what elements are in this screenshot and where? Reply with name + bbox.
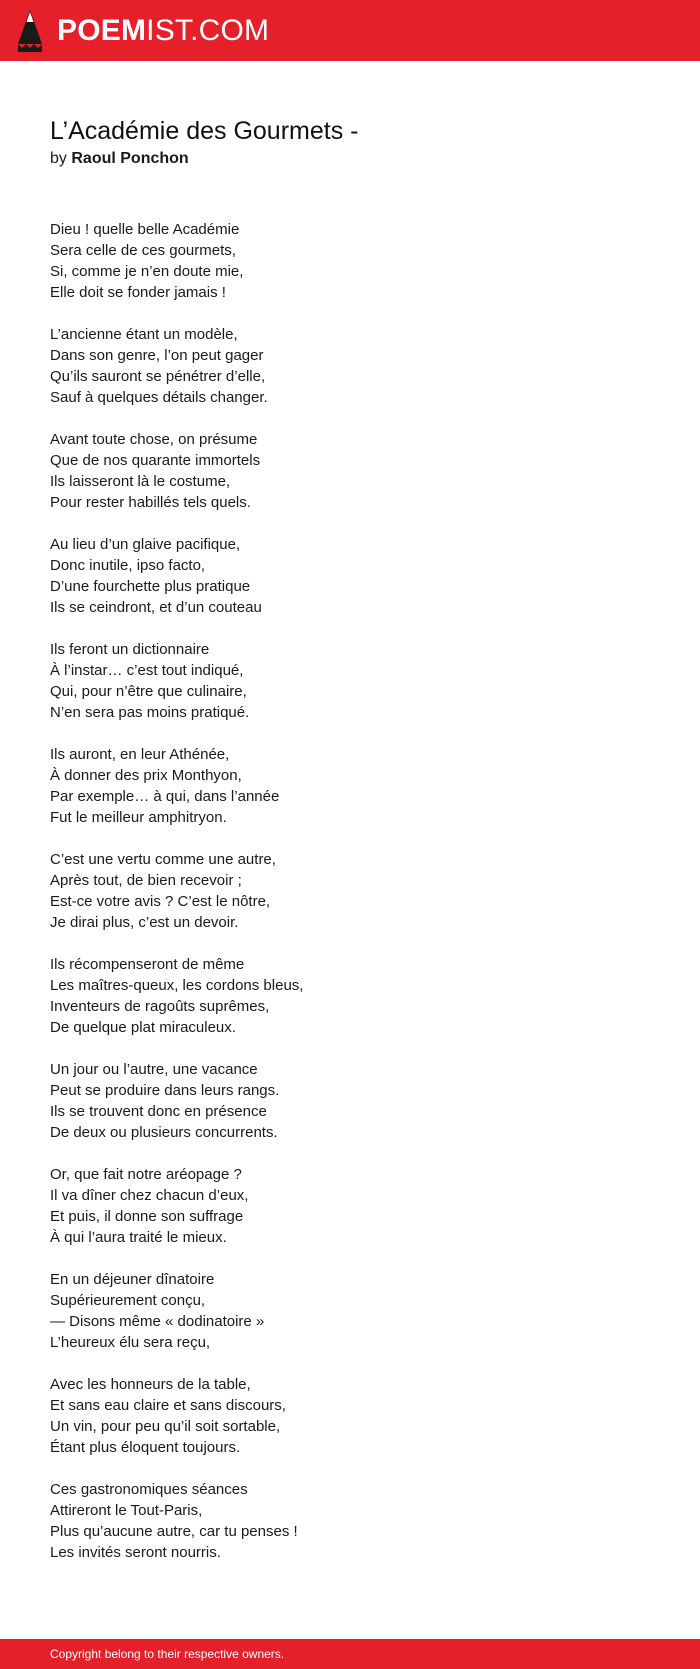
- poem-line: L’heureux élu sera reçu,: [50, 1334, 211, 1351]
- poem-line: Sauf à quelques détails changer.: [50, 389, 268, 406]
- poem-line: Supérieurement conçu,: [50, 1292, 206, 1309]
- poem-line: À donner des prix Monthyon,: [50, 767, 242, 784]
- stanza: [50, 639, 650, 723]
- poem-line: Donc inutile, ipso facto,: [50, 557, 206, 574]
- poem-line: En un déjeuner dînatoire: [50, 1271, 215, 1288]
- brand-light: IST.COM: [146, 14, 270, 47]
- poem-line: Les maîtres-queux, les cordons bleus,: [50, 977, 304, 994]
- stanza: [50, 954, 650, 1038]
- byline: [50, 149, 189, 169]
- poem-line: Si, comme je n’en doute mie,: [50, 263, 244, 280]
- poem-line: Peut se produire dans leurs rangs.: [50, 1082, 280, 1099]
- site-footer: [0, 1639, 700, 1669]
- site-header: [0, 0, 700, 61]
- stanza: [50, 1269, 650, 1353]
- stanza: [50, 324, 650, 408]
- poem-line: Est-ce votre avis ? C’est le nôtre,: [50, 893, 271, 910]
- brand-bold: POEM: [57, 14, 147, 47]
- site-logo[interactable]: [18, 10, 269, 52]
- poem-line: L’ancienne étant un modèle,: [50, 326, 238, 343]
- poem-line: Que de nos quarante immortels: [50, 452, 261, 469]
- poem-line: D’une fourchette plus pratique: [50, 578, 251, 595]
- poem-line: À l’instar… c’est tout indiqué,: [50, 662, 244, 679]
- poem-line: Étant plus éloquent toujours.: [50, 1439, 241, 1456]
- poem-line: Ils feront un dictionnaire: [50, 641, 210, 658]
- poem-line: De quelque plat miraculeux.: [50, 1019, 236, 1036]
- stanza: [50, 1164, 650, 1248]
- poem-line: Je dirai plus, c’est un devoir.: [50, 914, 239, 931]
- pencil-icon: [18, 10, 42, 52]
- poem-line: Attireront le Tout-Paris,: [50, 1502, 203, 1519]
- poem-line: Dans son genre, l’on peut gager: [50, 347, 264, 364]
- poem-line: Ces gastronomiques séances: [50, 1481, 248, 1498]
- stanza: [50, 219, 650, 303]
- stanza: [50, 1059, 650, 1143]
- site-brand: [57, 16, 269, 46]
- stanza: [50, 534, 650, 618]
- poem-line: Avec les honneurs de la table,: [50, 1376, 251, 1393]
- poem-line: Dieu ! quelle belle Académie: [50, 221, 240, 238]
- poem-line: N’en sera pas moins pratiqué.: [50, 704, 250, 721]
- poem-body: [50, 219, 650, 1584]
- poem-line: Plus qu’aucune autre, car tu penses !: [50, 1523, 298, 1540]
- poem-line: Un vin, pour peu qu’il soit sortable,: [50, 1418, 281, 1435]
- poem-line: De deux ou plusieurs concurrents.: [50, 1124, 278, 1141]
- poem-line: Elle doit se fonder jamais !: [50, 284, 226, 301]
- poem-line: Après tout, de bien recevoir ;: [50, 872, 242, 889]
- poem-line: Au lieu d’un glaive pacifique,: [50, 536, 241, 553]
- poem-line: Par exemple… à qui, dans l’année: [50, 788, 280, 805]
- stanza: [50, 849, 650, 933]
- by-label: by: [50, 150, 67, 167]
- stanza: [50, 429, 650, 513]
- stanza: [50, 744, 650, 828]
- stanza: [50, 1479, 650, 1563]
- copyright-notice: Copyright belong to their respective owners.: [50, 1647, 285, 1661]
- poem-line: — Disons même « dodinatoire »: [50, 1313, 265, 1330]
- poem-line: Qui, pour n’être que culinaire,: [50, 683, 247, 700]
- author-name: Raoul Ponchon: [71, 150, 189, 167]
- poem-line: Ils récompenseront de même: [50, 956, 245, 973]
- poem-line: Ils auront, en leur Athénée,: [50, 746, 230, 763]
- poem-line: Avant toute chose, on présume: [50, 431, 258, 448]
- poem-line: Un jour ou l’autre, une vacance: [50, 1061, 258, 1078]
- poem-line: Fut le meilleur amphitryon.: [50, 809, 227, 826]
- poem-line: Et sans eau claire et sans discours,: [50, 1397, 286, 1414]
- poem-line: Et puis, il donne son suffrage: [50, 1208, 244, 1225]
- poem-line: Inventeurs de ragoûts suprêmes,: [50, 998, 270, 1015]
- poem-line: Ils laisseront là le costume,: [50, 473, 231, 490]
- stanza: [50, 1374, 650, 1458]
- poem-line: Sera celle de ces gourmets,: [50, 242, 236, 259]
- poem-line: Il va dîner chez chacun d’eux,: [50, 1187, 249, 1204]
- poem-line: Ils se ceindront, et d’un couteau: [50, 599, 262, 616]
- poem-line: Pour rester habillés tels quels.: [50, 494, 251, 511]
- poem-line: Les invités seront nourris.: [50, 1544, 221, 1561]
- poem-line: Or, que fait notre aréopage ?: [50, 1166, 242, 1183]
- poem-line: À qui l’aura traité le mieux.: [50, 1229, 227, 1246]
- poem-line: Ils se trouvent donc en présence: [50, 1103, 267, 1120]
- poem-line: C’est une vertu comme une autre,: [50, 851, 276, 868]
- poem-line: Qu’ils sauront se pénétrer d’elle,: [50, 368, 266, 385]
- poem-title: L’Académie des Gourmets -: [50, 117, 359, 145]
